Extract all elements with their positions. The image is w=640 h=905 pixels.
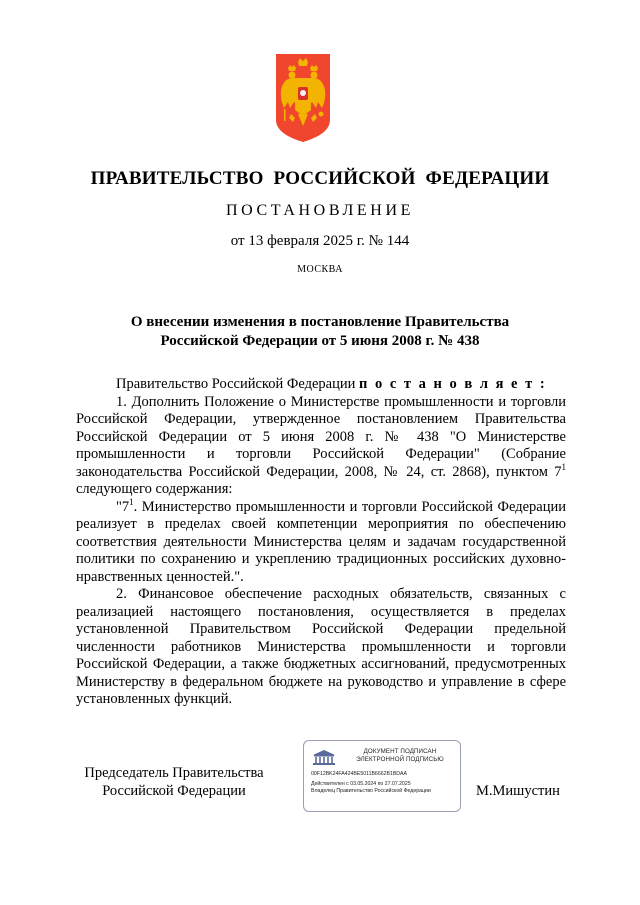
document-type: ПОСТАНОВЛЕНИЕ: [226, 202, 414, 219]
signatory-position-line-2: Российской Федерации: [102, 782, 246, 799]
stamp-title-line-1: ДОКУМЕНТ ПОДПИСАН: [363, 748, 437, 755]
intro-decrees: п о с т а н о в л я е т :: [358, 376, 547, 392]
decree-date-number: от 13 февраля 2025 г. № 144: [230, 233, 410, 249]
government-building-icon: [311, 749, 337, 765]
electronic-signature-stamp: [303, 740, 461, 812]
heading-line-2: Российской Федерации от 5 июня 2008 г. № 438: [160, 332, 480, 349]
city-name: МОСКВА: [297, 264, 343, 275]
quote-superscript: 1: [129, 496, 134, 507]
quote-start: "7: [116, 498, 130, 515]
certificate-owner: Владелец Правительство Российской Федерации: [311, 788, 431, 794]
item-1-text: 1. Дополнить Положение о Министерстве промышленности и торговли Российской Федерации, утвержденное постановлением Правительства Российской Федерации от 5 июня 2008 г. № 438 "О Министерстве промышленности и торговли Российской Федерации" (Собрание законодательства Российской Федерации, 2008, № 24, ст. 2868), пунктом 7: [76, 393, 566, 480]
signatory-name: М.Мишустин: [476, 783, 560, 799]
heading-line-1: О внесении изменения в постановление Правительства: [130, 314, 510, 330]
quoted-paragraph: [76, 496, 566, 587]
signatory-position-line-1: Председатель Правительства: [84, 765, 264, 781]
quote-text: . Министерство промышленности и торговли Российской Федерации реализует в пределах своей компетенции мероприятия по обеспечению соответствия деятельности Министерства целям и задачам государственной политики по сохранению и укреплению традиционных российских духовно-нравственных ценностей.".: [76, 498, 566, 585]
item-2-paragraph: 2. Финансовое обеспечение расходных обязательств, связанных с реализацией настоящего постановления, осуществляется в пределах установленной Правительством Российской Федерации предельной численности работников Министерства промышленности и торговли Российской Федерации, а также бюджетных ассигнований, предусмотренных Министерству в федеральном бюджете на руководство и управление в сфере установленных функций.: [76, 586, 566, 707]
item-1-text-end: следующего содержания:: [76, 481, 233, 497]
certificate-serial: 00F12BK24FA424BE5011B6662B1BDAA: [311, 771, 407, 777]
item-1-paragraph: [76, 394, 566, 499]
decree-heading: [60, 313, 580, 350]
certificate-validity: Действителен с 03.05.2024 по 27.07.2025: [311, 781, 411, 787]
intro-text: Правительство Российской Федерации: [116, 376, 359, 392]
item-1-superscript: 1: [561, 461, 566, 472]
decree-body: [76, 376, 566, 709]
intro-paragraph: [76, 376, 566, 394]
stamp-title-line-2: ЭЛЕКТРОННОЙ ПОДПИСЬЮ: [356, 755, 444, 763]
signatory-position: [74, 765, 274, 800]
stamp-title: [344, 748, 456, 763]
government-title: ПРАВИТЕЛЬСТВО РОССИЙСКОЙ ФЕДЕРАЦИИ: [90, 168, 550, 189]
coat-of-arms-icon: [276, 54, 330, 142]
